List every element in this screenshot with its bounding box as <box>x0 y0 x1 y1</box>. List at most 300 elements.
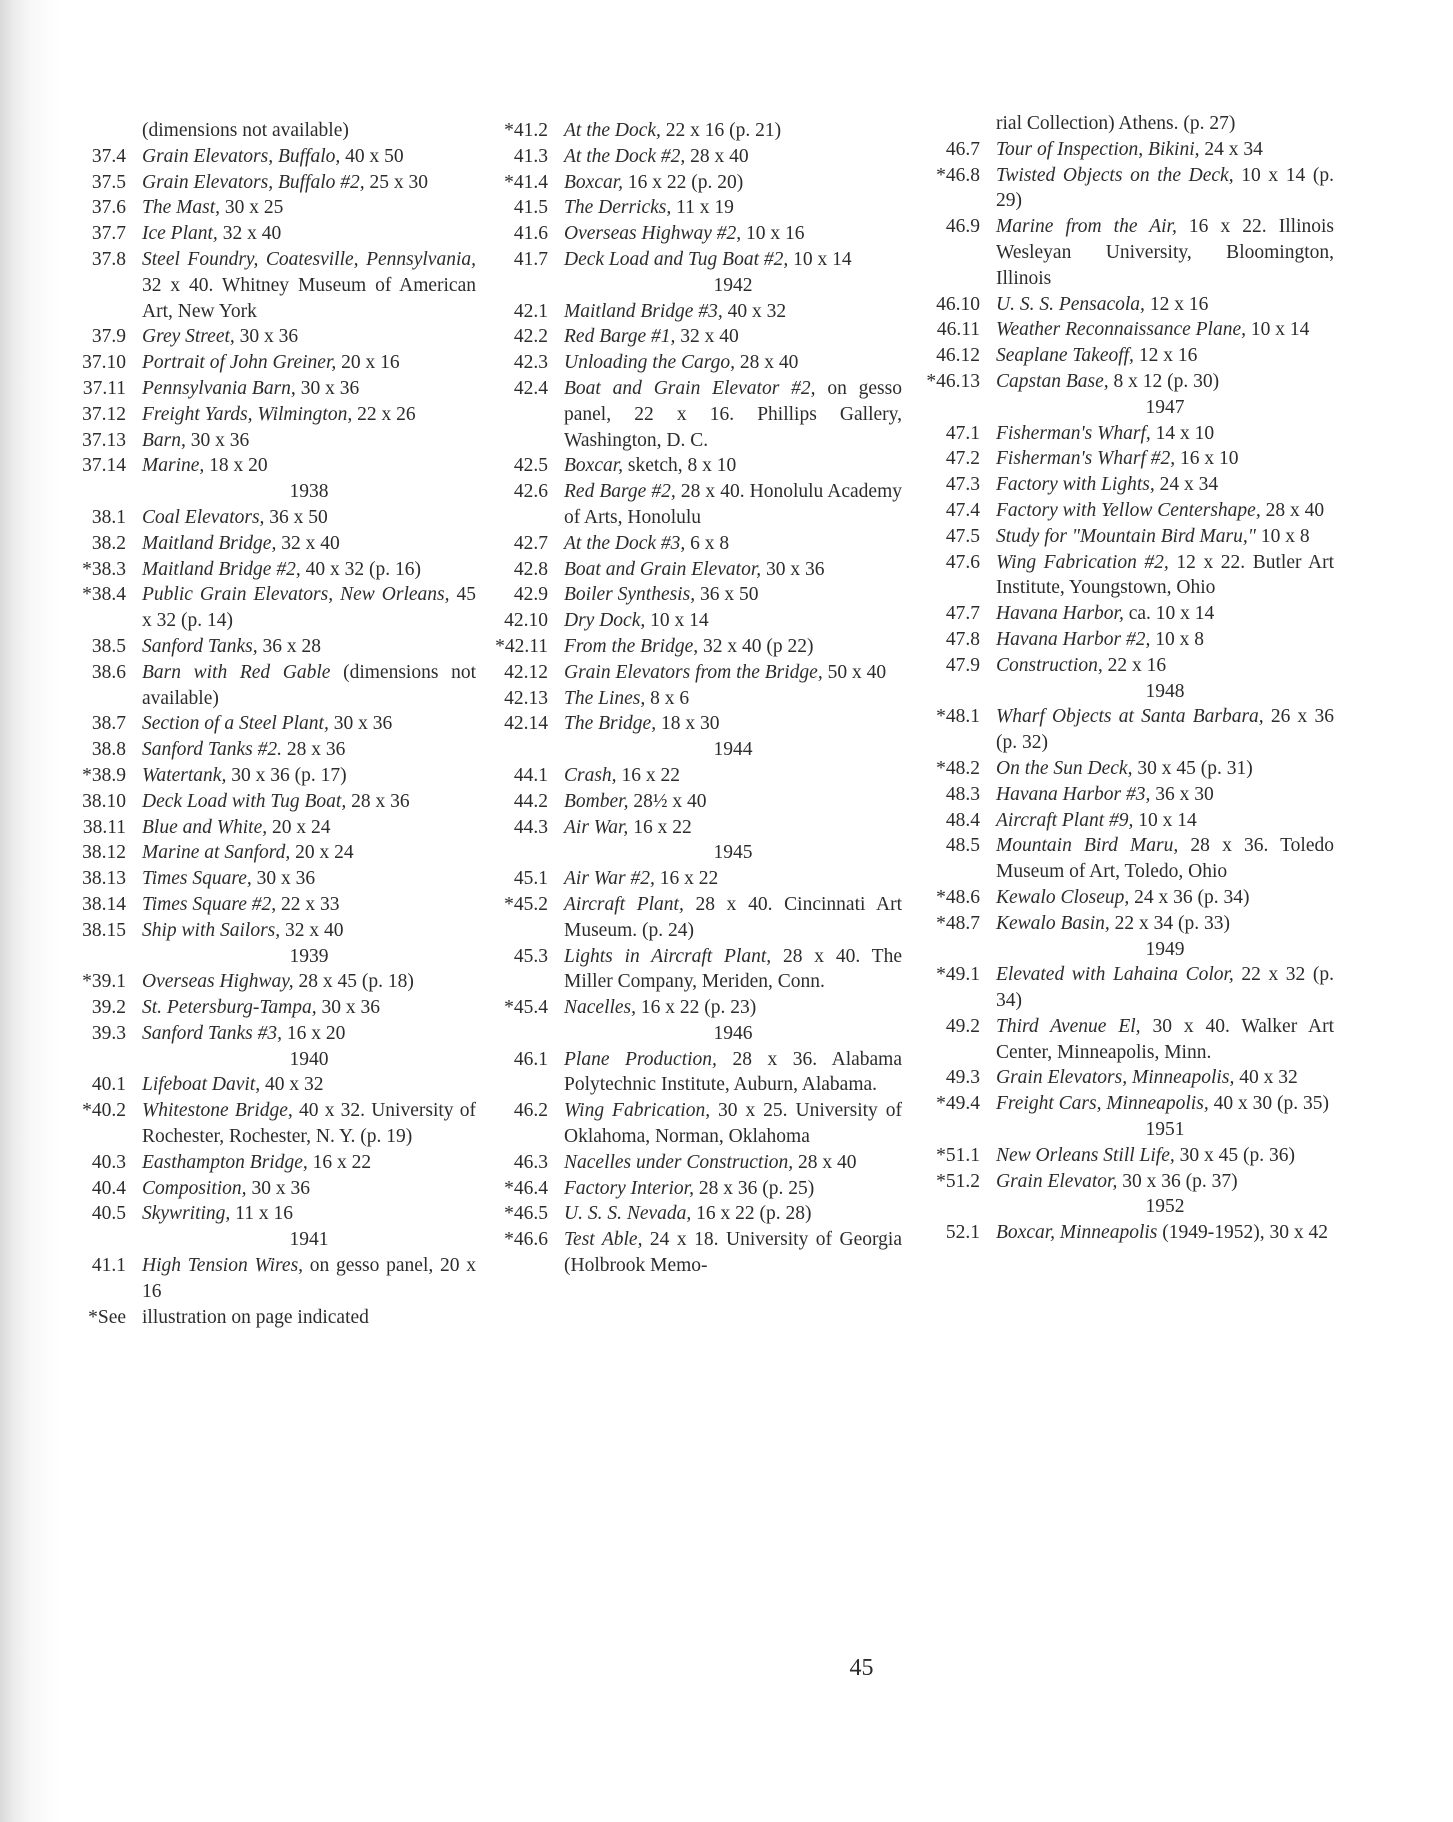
artwork-title: Air War #2, <box>564 868 655 890</box>
artwork-details: illustration on page indicated <box>142 1306 369 1328</box>
artwork-title: Boiler Synthesis, <box>564 584 696 606</box>
entry-number: 42.13 <box>504 687 548 709</box>
catalogue-entry <box>68 840 476 866</box>
catalogue-entry <box>490 582 902 608</box>
entry-description <box>142 505 476 531</box>
artwork-details: 30 x 36 <box>328 713 393 735</box>
artwork-title: Marine at Sanford, <box>142 842 291 864</box>
artwork-title: Sanford Tanks, <box>142 635 258 657</box>
artwork-details: 20 x 16 <box>336 352 400 374</box>
artwork-details: 16 x 22 <box>628 816 692 838</box>
catalogue-column-2 <box>490 118 902 1279</box>
artwork-title: Plane Production, <box>564 1048 717 1070</box>
entry-description <box>564 1227 902 1279</box>
entry-description <box>564 376 902 453</box>
artwork-title: Grain Elevator, <box>996 1170 1118 1192</box>
entry-description <box>564 815 902 841</box>
entry-number: 42.7 <box>513 532 548 554</box>
entry-number: 38.1 <box>91 506 126 528</box>
entry-number: *39.1 <box>82 971 126 993</box>
entry-number: *46.8 <box>936 164 980 186</box>
entry-number: 37.8 <box>91 248 126 270</box>
entry-description <box>142 402 476 428</box>
entry-description <box>564 1201 902 1227</box>
artwork-title: Construction, <box>996 654 1103 676</box>
entry-number: 44.3 <box>513 816 548 838</box>
entry-description <box>996 472 1334 498</box>
artwork-details: 28 x 40 <box>735 352 799 374</box>
entry-description <box>564 789 902 815</box>
entry-description <box>996 1065 1334 1091</box>
catalogue-entry <box>922 1220 1334 1246</box>
entry-description <box>996 833 1334 885</box>
entry-description <box>564 995 902 1021</box>
entry-number: 40.1 <box>91 1074 126 1096</box>
artwork-details: 36 x 28 <box>257 635 321 657</box>
catalogue-entry <box>68 1021 476 1047</box>
artwork-title: Pennsylvania Barn, <box>142 377 296 399</box>
catalogue-entry <box>490 866 902 892</box>
entry-description <box>142 866 476 892</box>
entry-description <box>142 892 476 918</box>
entry-number: 47.7 <box>945 603 980 625</box>
entry-description <box>142 582 476 634</box>
entry-description <box>564 1176 902 1202</box>
artwork-details: 30 x 45 (p. 36) <box>1174 1144 1296 1166</box>
artwork-details: 20 x 24 <box>267 816 331 838</box>
entry-number: 39.2 <box>91 997 126 1019</box>
year-heading: 1945 <box>713 842 753 864</box>
catalogue-entry <box>490 944 902 996</box>
entry-number: 39.3 <box>91 1022 126 1044</box>
catalogue-entry <box>68 531 476 557</box>
artwork-details: 28 x 40 <box>793 1151 857 1173</box>
catalogue-entry <box>68 634 476 660</box>
artwork-details: 30 x 36 (p. 37) <box>1117 1170 1238 1192</box>
entry-description <box>996 550 1334 602</box>
artwork-details: 30 x 36 <box>246 1177 310 1199</box>
artwork-title: High Tension Wires, <box>142 1255 304 1277</box>
entry-description <box>996 421 1334 447</box>
catalogue-entry <box>490 324 902 350</box>
catalogue-entry <box>922 446 1334 472</box>
artwork-details: 28 x 40. Cincinnati Art Museum. (p. 24) <box>564 893 902 941</box>
artwork-details: 40 x 32 <box>722 300 787 322</box>
entry-description <box>996 627 1334 653</box>
artwork-title: Nacelles, <box>564 997 637 1019</box>
artwork-title: Elevated with Lahaina Color, <box>996 964 1234 986</box>
artwork-title: Grey Street, <box>142 326 235 348</box>
artwork-title: Marine, <box>142 455 205 477</box>
entry-description <box>142 221 476 247</box>
year-heading: 1940 <box>289 1048 329 1070</box>
entry-description <box>996 782 1334 808</box>
entry-number: 37.9 <box>91 326 126 348</box>
artwork-details: 30 x 36 <box>295 377 360 399</box>
artwork-details: 45 x 32 (p. 14) <box>142 584 477 632</box>
artwork-title: Havana Harbor, <box>996 603 1124 625</box>
entry-description <box>564 763 902 789</box>
artwork-details: 30 x 36 <box>761 558 825 580</box>
catalogue-entry <box>490 711 902 737</box>
entry-number: 38.5 <box>91 635 126 657</box>
catalogue-entry <box>68 892 476 918</box>
entry-number: 45.3 <box>513 945 548 967</box>
entry-description <box>564 711 902 737</box>
catalogue-entry <box>922 1169 1334 1195</box>
artwork-title: Weather Reconnaissance Plane, <box>996 319 1247 341</box>
catalogue-entry <box>490 479 902 531</box>
entry-number: *51.2 <box>936 1170 980 1192</box>
entry-number: 52.1 <box>945 1222 980 1244</box>
catalogue-entry <box>490 144 902 170</box>
entry-number: *48.2 <box>936 757 980 779</box>
artwork-details: 30 x 40. Walker Art Center, Minneapolis, Minn. <box>996 1015 1334 1063</box>
entry-description <box>142 453 476 479</box>
entry-description <box>996 885 1334 911</box>
entry-description <box>564 221 902 247</box>
artwork-title: Wharf Objects at Santa Barbara, <box>996 706 1264 728</box>
catalogue-entry <box>490 247 902 273</box>
catalogue-entry <box>490 1201 902 1227</box>
artwork-details: 16 x 22 <box>654 868 719 890</box>
artwork-details: 16 x 22 <box>616 764 680 786</box>
artwork-details: 22 x 34 (p. 33) <box>1109 912 1231 934</box>
artwork-title: Capstan Base, <box>996 370 1109 392</box>
catalogue-entry <box>490 531 902 557</box>
catalogue-entry <box>490 1098 902 1150</box>
artwork-title: Lifeboat Davit, <box>142 1074 261 1096</box>
artwork-details: 12 x 16 <box>1133 345 1198 367</box>
artwork-title: Sanford Tanks #2. <box>142 739 282 761</box>
catalogue-entry <box>922 292 1334 318</box>
artwork-details: 14 x 10 <box>1150 422 1215 444</box>
entry-description <box>996 911 1334 937</box>
catalogue-entry <box>68 324 476 350</box>
entry-number: 42.3 <box>513 352 548 374</box>
entry-number: 48.3 <box>945 783 980 805</box>
artwork-title: Boxcar, <box>564 171 624 193</box>
entry-description <box>996 446 1334 472</box>
catalogue-entry <box>922 214 1334 291</box>
year-heading: 1941 <box>289 1229 329 1251</box>
entry-description <box>142 1150 476 1176</box>
artwork-details: 36 x 50 <box>695 584 759 606</box>
entry-number: 42.4 <box>513 377 548 399</box>
artwork-title: On the Sun Deck, <box>996 757 1133 779</box>
artwork-title: Portrait of John Greiner, <box>142 352 337 374</box>
artwork-details: 10 x 16 <box>741 223 805 245</box>
artwork-title: Red Barge #1, <box>564 326 676 348</box>
entry-number: 42.9 <box>513 584 548 606</box>
entry-number: 37.14 <box>82 455 126 477</box>
entry-number: 40.4 <box>91 1177 126 1199</box>
artwork-title: Air War, <box>564 816 629 838</box>
artwork-title: Coal Elevators, <box>142 506 265 528</box>
entry-number: 41.1 <box>91 1255 126 1277</box>
artwork-title: Wing Fabrication #2, <box>996 551 1169 573</box>
entry-number: 37.7 <box>91 223 126 245</box>
entry-number: *38.3 <box>82 558 126 580</box>
catalogue-entry <box>490 815 902 841</box>
entry-description <box>564 660 902 686</box>
entry-description <box>996 137 1334 163</box>
catalogue-entry <box>68 1072 476 1098</box>
entry-description <box>996 653 1334 679</box>
catalogue-entry <box>490 350 902 376</box>
catalogue-entry <box>68 170 476 196</box>
artwork-title: Boat and Grain Elevator #2, <box>564 377 816 399</box>
artwork-details: 16 x 22 (p. 20) <box>623 171 744 193</box>
artwork-details: 10 x 14 <box>645 610 709 632</box>
entry-number: *See <box>88 1306 126 1328</box>
entry-number: 42.14 <box>504 713 548 735</box>
entry-number: 42.8 <box>513 558 548 580</box>
entry-description <box>564 608 902 634</box>
entry-number: 38.13 <box>82 868 126 890</box>
artwork-details: 16 x 22 <box>307 1151 372 1173</box>
entry-description <box>564 299 902 325</box>
catalogue-entry <box>68 428 476 454</box>
artwork-details: 40 x 32 (p. 16) <box>300 558 421 580</box>
catalogue-entry <box>68 866 476 892</box>
catalogue-entry <box>490 634 902 660</box>
catalogue-entry <box>490 299 902 325</box>
artwork-title: Steel Foundry, Coatesville, Pennsylvania, <box>142 248 476 270</box>
artwork-title: Whitestone Bridge, <box>142 1100 293 1122</box>
catalogue-entry <box>922 782 1334 808</box>
entry-number: 48.5 <box>945 835 980 857</box>
entry-description <box>996 317 1334 343</box>
catalogue-entry <box>922 163 1334 215</box>
artwork-details: sketch, 8 x 10 <box>623 455 737 477</box>
entry-number: 40.3 <box>91 1151 126 1173</box>
catalogue-entry <box>922 962 1334 1014</box>
artwork-details: 8 x 6 <box>645 687 690 709</box>
artwork-title: Bomber, <box>564 790 629 812</box>
artwork-details: 32 x 40. Whitney Museum of American Art, New York <box>142 274 476 322</box>
catalogue-entry <box>68 711 476 737</box>
catalogue-entry <box>922 1143 1334 1169</box>
artwork-details: 20 x 24 <box>290 842 354 864</box>
year-heading: 1948 <box>1145 680 1185 702</box>
catalogue-entry <box>68 247 476 324</box>
artwork-details: 26 x 36 (p. 32) <box>996 706 1334 754</box>
artwork-title: Maitland Bridge #2, <box>142 558 301 580</box>
artwork-details: 40 x 32 <box>260 1074 324 1096</box>
artwork-title: Fisherman's Wharf, <box>996 422 1151 444</box>
catalogue-entry <box>68 1176 476 1202</box>
entry-number: 38.7 <box>91 713 126 735</box>
entry-number: *46.13 <box>926 370 980 392</box>
artwork-details: 24 x 34 <box>1199 138 1263 160</box>
catalogue-column-3 <box>922 111 1334 1246</box>
catalogue-entry <box>922 524 1334 550</box>
artwork-title: Test Able, <box>564 1229 643 1251</box>
entry-description <box>564 350 902 376</box>
artwork-title: The Lines, <box>564 687 646 709</box>
artwork-details: 30 x 36 <box>316 997 380 1019</box>
entry-description <box>996 1169 1334 1195</box>
catalogue-entry <box>922 1014 1334 1066</box>
entry-number: 40.5 <box>91 1203 126 1225</box>
artwork-details: 28 x 36. Alabama Polytechnic Institute, Auburn, Alabama. <box>564 1048 902 1096</box>
artwork-details: 16 x 22 (p. 23) <box>636 997 757 1019</box>
catalogue-entry <box>68 582 476 634</box>
catalogue-entry <box>68 505 476 531</box>
catalogue-entry <box>68 376 476 402</box>
catalogue-entry <box>490 1150 902 1176</box>
catalogue-entry <box>490 221 902 247</box>
entry-description <box>142 350 476 376</box>
entry-description <box>142 840 476 866</box>
artwork-details: (dimensions not available) <box>142 661 476 709</box>
entry-description <box>142 1021 476 1047</box>
catalogue-entry <box>922 653 1334 679</box>
entry-number: 42.1 <box>513 300 548 322</box>
artwork-details: 10 x 8 <box>1255 525 1310 547</box>
catalogue-entry <box>68 557 476 583</box>
entry-number: 41.3 <box>513 145 548 167</box>
entry-number: 47.3 <box>945 474 980 496</box>
entry-description <box>142 1201 476 1227</box>
artwork-details: 28 x 36. Toledo Museum of Art, Toledo, Ohio <box>996 835 1334 883</box>
year-heading: 1951 <box>1145 1119 1185 1141</box>
entry-description <box>142 969 476 995</box>
catalogue-entry <box>68 350 476 376</box>
artwork-details: 24 x 36 (p. 34) <box>1129 886 1250 908</box>
entry-number: *49.4 <box>936 1093 980 1115</box>
artwork-title: The Derricks, <box>564 197 672 219</box>
entry-number: 38.14 <box>82 893 126 915</box>
artwork-details: 6 x 8 <box>685 532 730 554</box>
catalogue-entry <box>490 763 902 789</box>
artwork-title: Public Grain Elevators, New Orleans, <box>142 584 450 606</box>
year-heading: 1946 <box>713 1022 753 1044</box>
artwork-details: 8 x 12 (p. 30) <box>1108 370 1220 392</box>
artwork-title: Blue and White, <box>142 816 268 838</box>
artwork-details: 32 x 40 <box>217 223 282 245</box>
entry-description <box>142 1305 476 1331</box>
artwork-title: Red Barge #2, <box>564 481 676 503</box>
entry-description <box>564 195 902 221</box>
entry-number: 47.6 <box>945 551 980 573</box>
artwork-title: New Orleans Still Life, <box>996 1144 1175 1166</box>
entry-description <box>142 1072 476 1098</box>
artwork-details: 22 x 32 (p. 34) <box>996 964 1334 1012</box>
artwork-details: 16 x 22 (p. 28) <box>691 1203 812 1225</box>
artwork-title: U. S. S. Pensacola, <box>996 293 1145 315</box>
entry-description <box>564 247 902 273</box>
artwork-title: Factory Interior, <box>564 1177 694 1199</box>
entry-number: 38.2 <box>91 532 126 554</box>
artwork-details: 30 x 36 <box>251 868 316 890</box>
artwork-details: 16 x 10 <box>1175 448 1239 470</box>
catalogue-entry <box>68 995 476 1021</box>
entry-description <box>142 815 476 841</box>
artwork-title: Deck Load with Tug Boat, <box>142 790 347 812</box>
entry-number: 41.6 <box>513 223 548 245</box>
artwork-details: 32 x 40 <box>280 919 344 941</box>
entry-number: 46.7 <box>945 138 980 160</box>
artwork-details: 12 x 16 <box>1144 293 1209 315</box>
catalogue-entry <box>922 343 1334 369</box>
entry-number: *46.5 <box>504 1203 548 1225</box>
entry-number: 46.1 <box>513 1048 548 1070</box>
artwork-title: Grain Elevators from the Bridge, <box>564 661 823 683</box>
catalogue-entry <box>490 660 902 686</box>
entry-description <box>996 704 1334 756</box>
catalogue-entry <box>68 737 476 763</box>
entry-description <box>142 1253 476 1305</box>
entry-number: *46.4 <box>504 1177 548 1199</box>
entry-description <box>564 892 902 944</box>
catalogue-entry <box>922 1091 1334 1117</box>
artwork-details: 16 x 20 <box>281 1022 346 1044</box>
entry-number: *41.4 <box>504 171 548 193</box>
entry-number: 47.4 <box>945 499 980 521</box>
artwork-details: 22 x 16 <box>1102 654 1167 676</box>
artwork-title: The Mast, <box>142 197 220 219</box>
entry-description <box>142 557 476 583</box>
catalogue-entry <box>490 686 902 712</box>
artwork-details: 36 x 30 <box>1150 783 1214 805</box>
artwork-details: 10 x 14 <box>1246 319 1310 341</box>
entry-description <box>142 995 476 1021</box>
entry-number: 46.3 <box>513 1151 548 1173</box>
entry-description <box>996 214 1334 291</box>
entry-number: 38.11 <box>82 816 126 838</box>
artwork-details: 18 x 20 <box>204 455 268 477</box>
entry-description <box>142 737 476 763</box>
entry-number: 46.2 <box>513 1100 548 1122</box>
entry-description <box>564 1150 902 1176</box>
artwork-details: on gesso panel, 20 x 16 <box>142 1255 476 1302</box>
entry-description <box>142 634 476 660</box>
artwork-details: ca. 10 x 14 <box>1123 603 1215 625</box>
catalogue-entry <box>68 221 476 247</box>
catalogue-entry <box>922 833 1334 885</box>
entry-number: 38.6 <box>91 661 126 683</box>
entry-description <box>996 524 1334 550</box>
artwork-title: At the Dock #2, <box>564 145 686 167</box>
artwork-details: 28 x 40 <box>685 145 749 167</box>
artwork-title: Easthampton Bridge, <box>142 1151 308 1173</box>
artwork-title: The Bridge, <box>564 713 657 735</box>
entry-description <box>564 118 902 144</box>
entry-number: 37.6 <box>91 197 126 219</box>
entry-number: *48.1 <box>936 706 980 728</box>
artwork-title: Barn with Red Gable <box>142 661 331 683</box>
entry-number: *40.2 <box>82 1100 126 1122</box>
entry-number: 46.10 <box>936 293 980 315</box>
artwork-title: Sanford Tanks #3, <box>142 1022 282 1044</box>
artwork-title: Aircraft Plant #9, <box>996 809 1134 831</box>
artwork-title: Havana Harbor #2, <box>996 628 1151 650</box>
entry-description <box>564 479 902 531</box>
entry-description <box>996 962 1334 1014</box>
artwork-title: Kewalo Basin, <box>996 912 1110 934</box>
artwork-title: Tour of Inspection, Bikini, <box>996 138 1200 160</box>
catalogue-entry <box>68 1305 476 1331</box>
artwork-title: Kewalo Closeup, <box>996 886 1130 908</box>
entry-number: *49.1 <box>936 964 980 986</box>
entry-number: 38.8 <box>91 739 126 761</box>
entry-number: 47.5 <box>945 525 980 547</box>
catalogue-entry <box>68 918 476 944</box>
entry-description <box>142 711 476 737</box>
catalogue-entry <box>490 789 902 815</box>
